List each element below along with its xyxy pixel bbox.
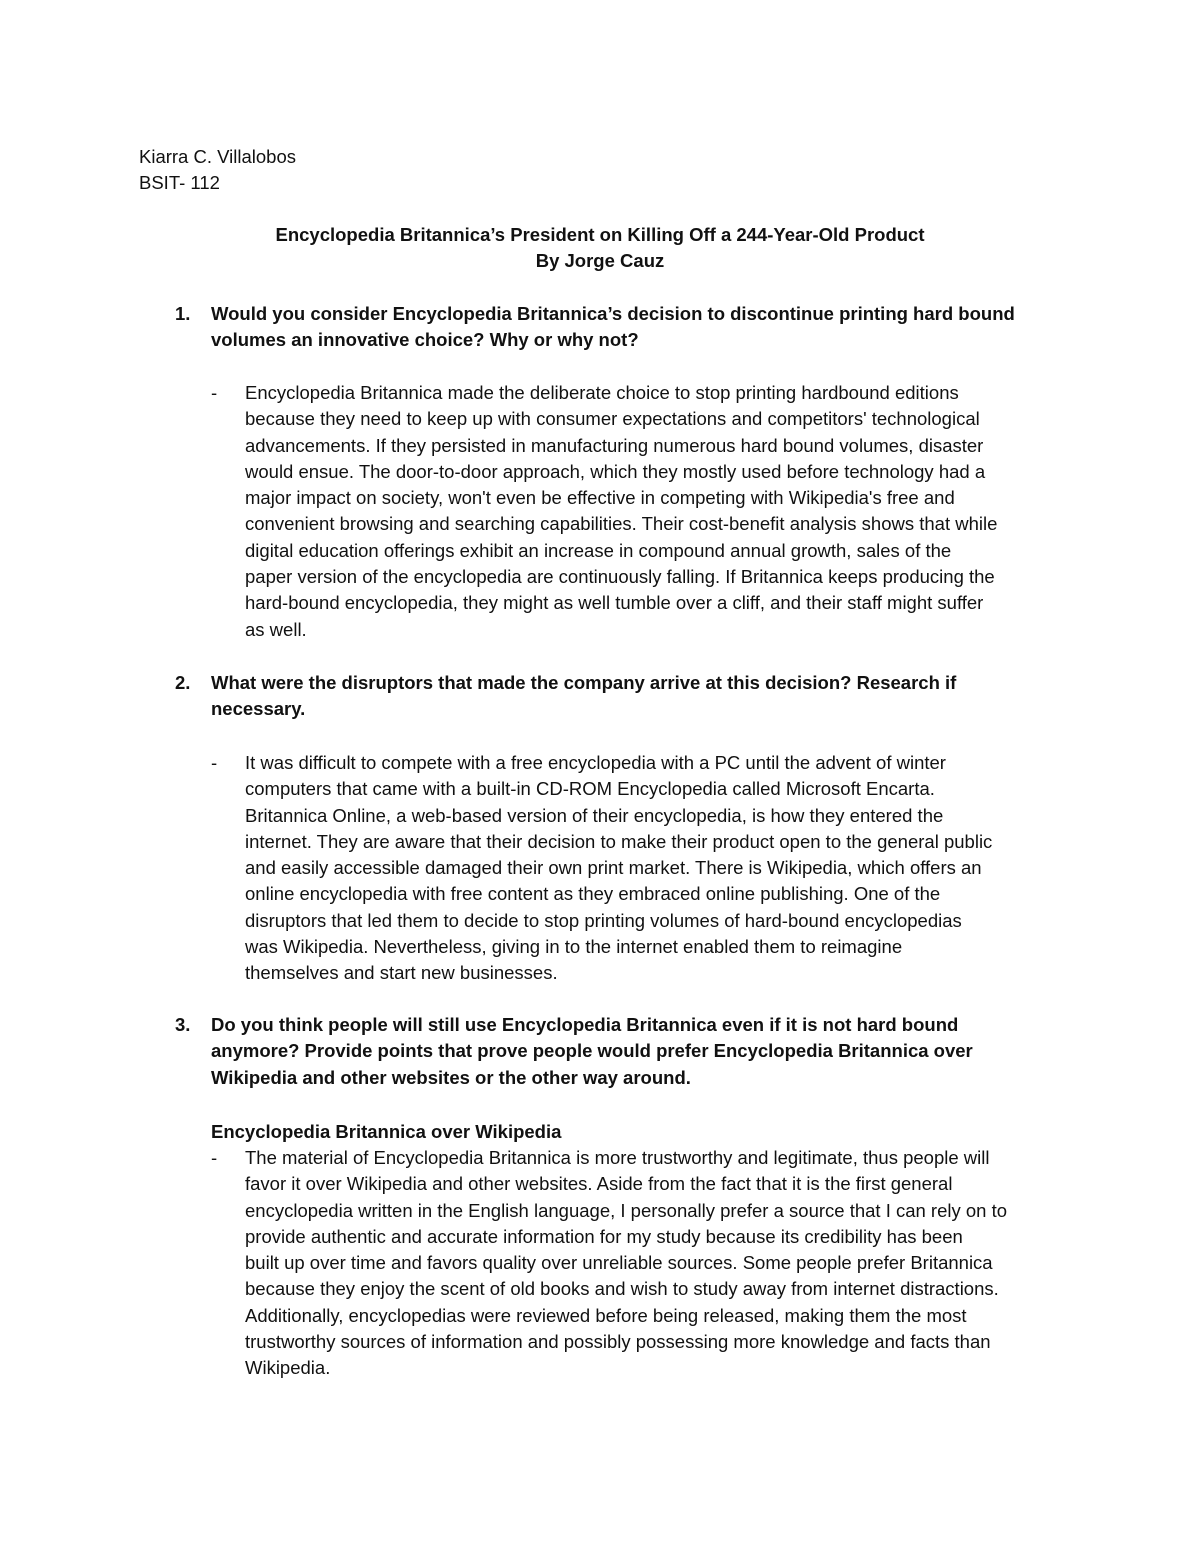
question-line: Do you think people will still use Encyclopedia Britannica even if it is not hard bound — [211, 1014, 959, 1035]
question-1 — [139, 301, 1059, 354]
answer-line: trustworthy sources of information and possibly possessing more knowledge and facts than — [245, 1331, 991, 1353]
question-text — [211, 670, 1059, 723]
answer-1 — [139, 380, 1059, 643]
question-text — [211, 1012, 1059, 1091]
answer-text — [245, 1145, 1065, 1382]
answer-line: computers that came with a built-in CD-ROM Encyclopedia called Microsoft Encarta. — [245, 778, 935, 800]
question-text — [211, 301, 1059, 354]
question-number: 2. — [175, 672, 191, 693]
answer-line: as well. — [245, 618, 307, 640]
answer-line: themselves and start new businesses. — [245, 962, 558, 984]
bullet-dash: - — [211, 382, 218, 403]
answer-line: advancements. If they persisted in manufacturing numerous hard bound volumes, disaster — [245, 434, 984, 456]
answer-line: favor it over Wikipedia and other websites. Aside from the fact that it is the first general — [245, 1173, 953, 1195]
answer-line: because they need to keep up with consumer expectations and competitors' technological — [245, 408, 980, 430]
question-3 — [139, 1012, 1059, 1091]
bullet-dash: - — [211, 752, 218, 773]
answer-line: Wikipedia. — [245, 1357, 331, 1379]
question-line: anymore? Provide points that prove people would prefer Encyclopedia Britannica over — [211, 1040, 973, 1062]
answer-line: hard-bound encyclopedia, they might as well tumble over a cliff, and their staff might suffer — [245, 592, 984, 614]
course-code: BSIT- 112 — [139, 172, 220, 193]
answer-line: provide authentic and accurate information for my study because its credibility has been — [245, 1225, 963, 1247]
question-line: What were the disruptors that made the company arrive at this decision? Research if — [211, 672, 957, 693]
answer-line: disruptors that led them to decide to stop printing volumes of hard-bound encyclopedias — [245, 909, 962, 931]
answer-line: internet. They are aware that their decision to make their product open to the general public — [245, 830, 993, 852]
question-number: 1. — [175, 303, 191, 324]
answer-line: It was difficult to compete with a free encyclopedia with a PC until the advent of winter — [245, 752, 946, 773]
answer-line: would ensue. The door-to-door approach, which they mostly used before technology had a — [245, 460, 986, 482]
question-line: volumes an innovative choice? Why or why not? — [211, 329, 639, 351]
title-byline: By Jorge Cauz — [535, 250, 665, 272]
answer-line: because they enjoy the scent of old books and wish to study away from internet distractions. — [245, 1278, 999, 1300]
answer-3 — [139, 1145, 1059, 1382]
answer-line: online encyclopedia with free content as they embraced online publishing. One of the — [245, 883, 941, 905]
section-subheading: Encyclopedia Britannica over Wikipedia — [211, 1121, 562, 1142]
question-line: necessary. — [211, 698, 306, 720]
question-line: Wikipedia and other websites or the other way around. — [211, 1066, 691, 1088]
document-title — [139, 222, 1061, 275]
question-number: 3. — [175, 1014, 191, 1035]
title-main: Encyclopedia Britannica’s President on Killing Off a 244-Year-Old Product — [275, 224, 925, 245]
answer-text — [245, 380, 1065, 643]
answer-line: was Wikipedia. Nevertheless, giving in to the internet enabled them to reimagine — [245, 936, 903, 958]
question-line: Would you consider Encyclopedia Britannica’s decision to discontinue printing hard bound — [211, 303, 1015, 324]
answer-line: paper version of the encyclopedia are continuously falling. If Britannica keeps producing the — [245, 566, 995, 588]
answer-line: digital education offerings exhibit an increase in compound annual growth, sales of the — [245, 539, 952, 561]
answer-line: Additionally, encyclopedias were reviewed before being released, making them the most — [245, 1304, 967, 1326]
question-2 — [139, 670, 1059, 723]
answer-line: The material of Encyclopedia Britannica is more trustworthy and legitimate, thus people will — [245, 1147, 990, 1168]
answer-line: convenient browsing and searching capabilities. Their cost-benefit analysis shows that while — [245, 513, 998, 535]
answer-line: encyclopedia written in the English language, I personally prefer a source that I can rely on to — [245, 1199, 1008, 1221]
answer-line: major impact on society, won't even be effective in competing with Wikipedia's free and — [245, 487, 955, 509]
author-name: Kiarra C. Villalobos — [139, 146, 296, 167]
answer-line: built up over time and favors quality over unreliable sources. Some people prefer Britannica — [245, 1252, 993, 1274]
answer-line: and easily accessible damaged their own print market. There is Wikipedia, which offers an — [245, 857, 982, 879]
bullet-dash: - — [211, 1147, 218, 1168]
answer-line: Britannica Online, a web-based version of their encyclopedia, is how they entered the — [245, 804, 944, 826]
answer-text — [245, 750, 1065, 987]
answer-line: Encyclopedia Britannica made the deliberate choice to stop printing hardbound editions — [245, 382, 959, 403]
answer-2 — [139, 750, 1059, 987]
